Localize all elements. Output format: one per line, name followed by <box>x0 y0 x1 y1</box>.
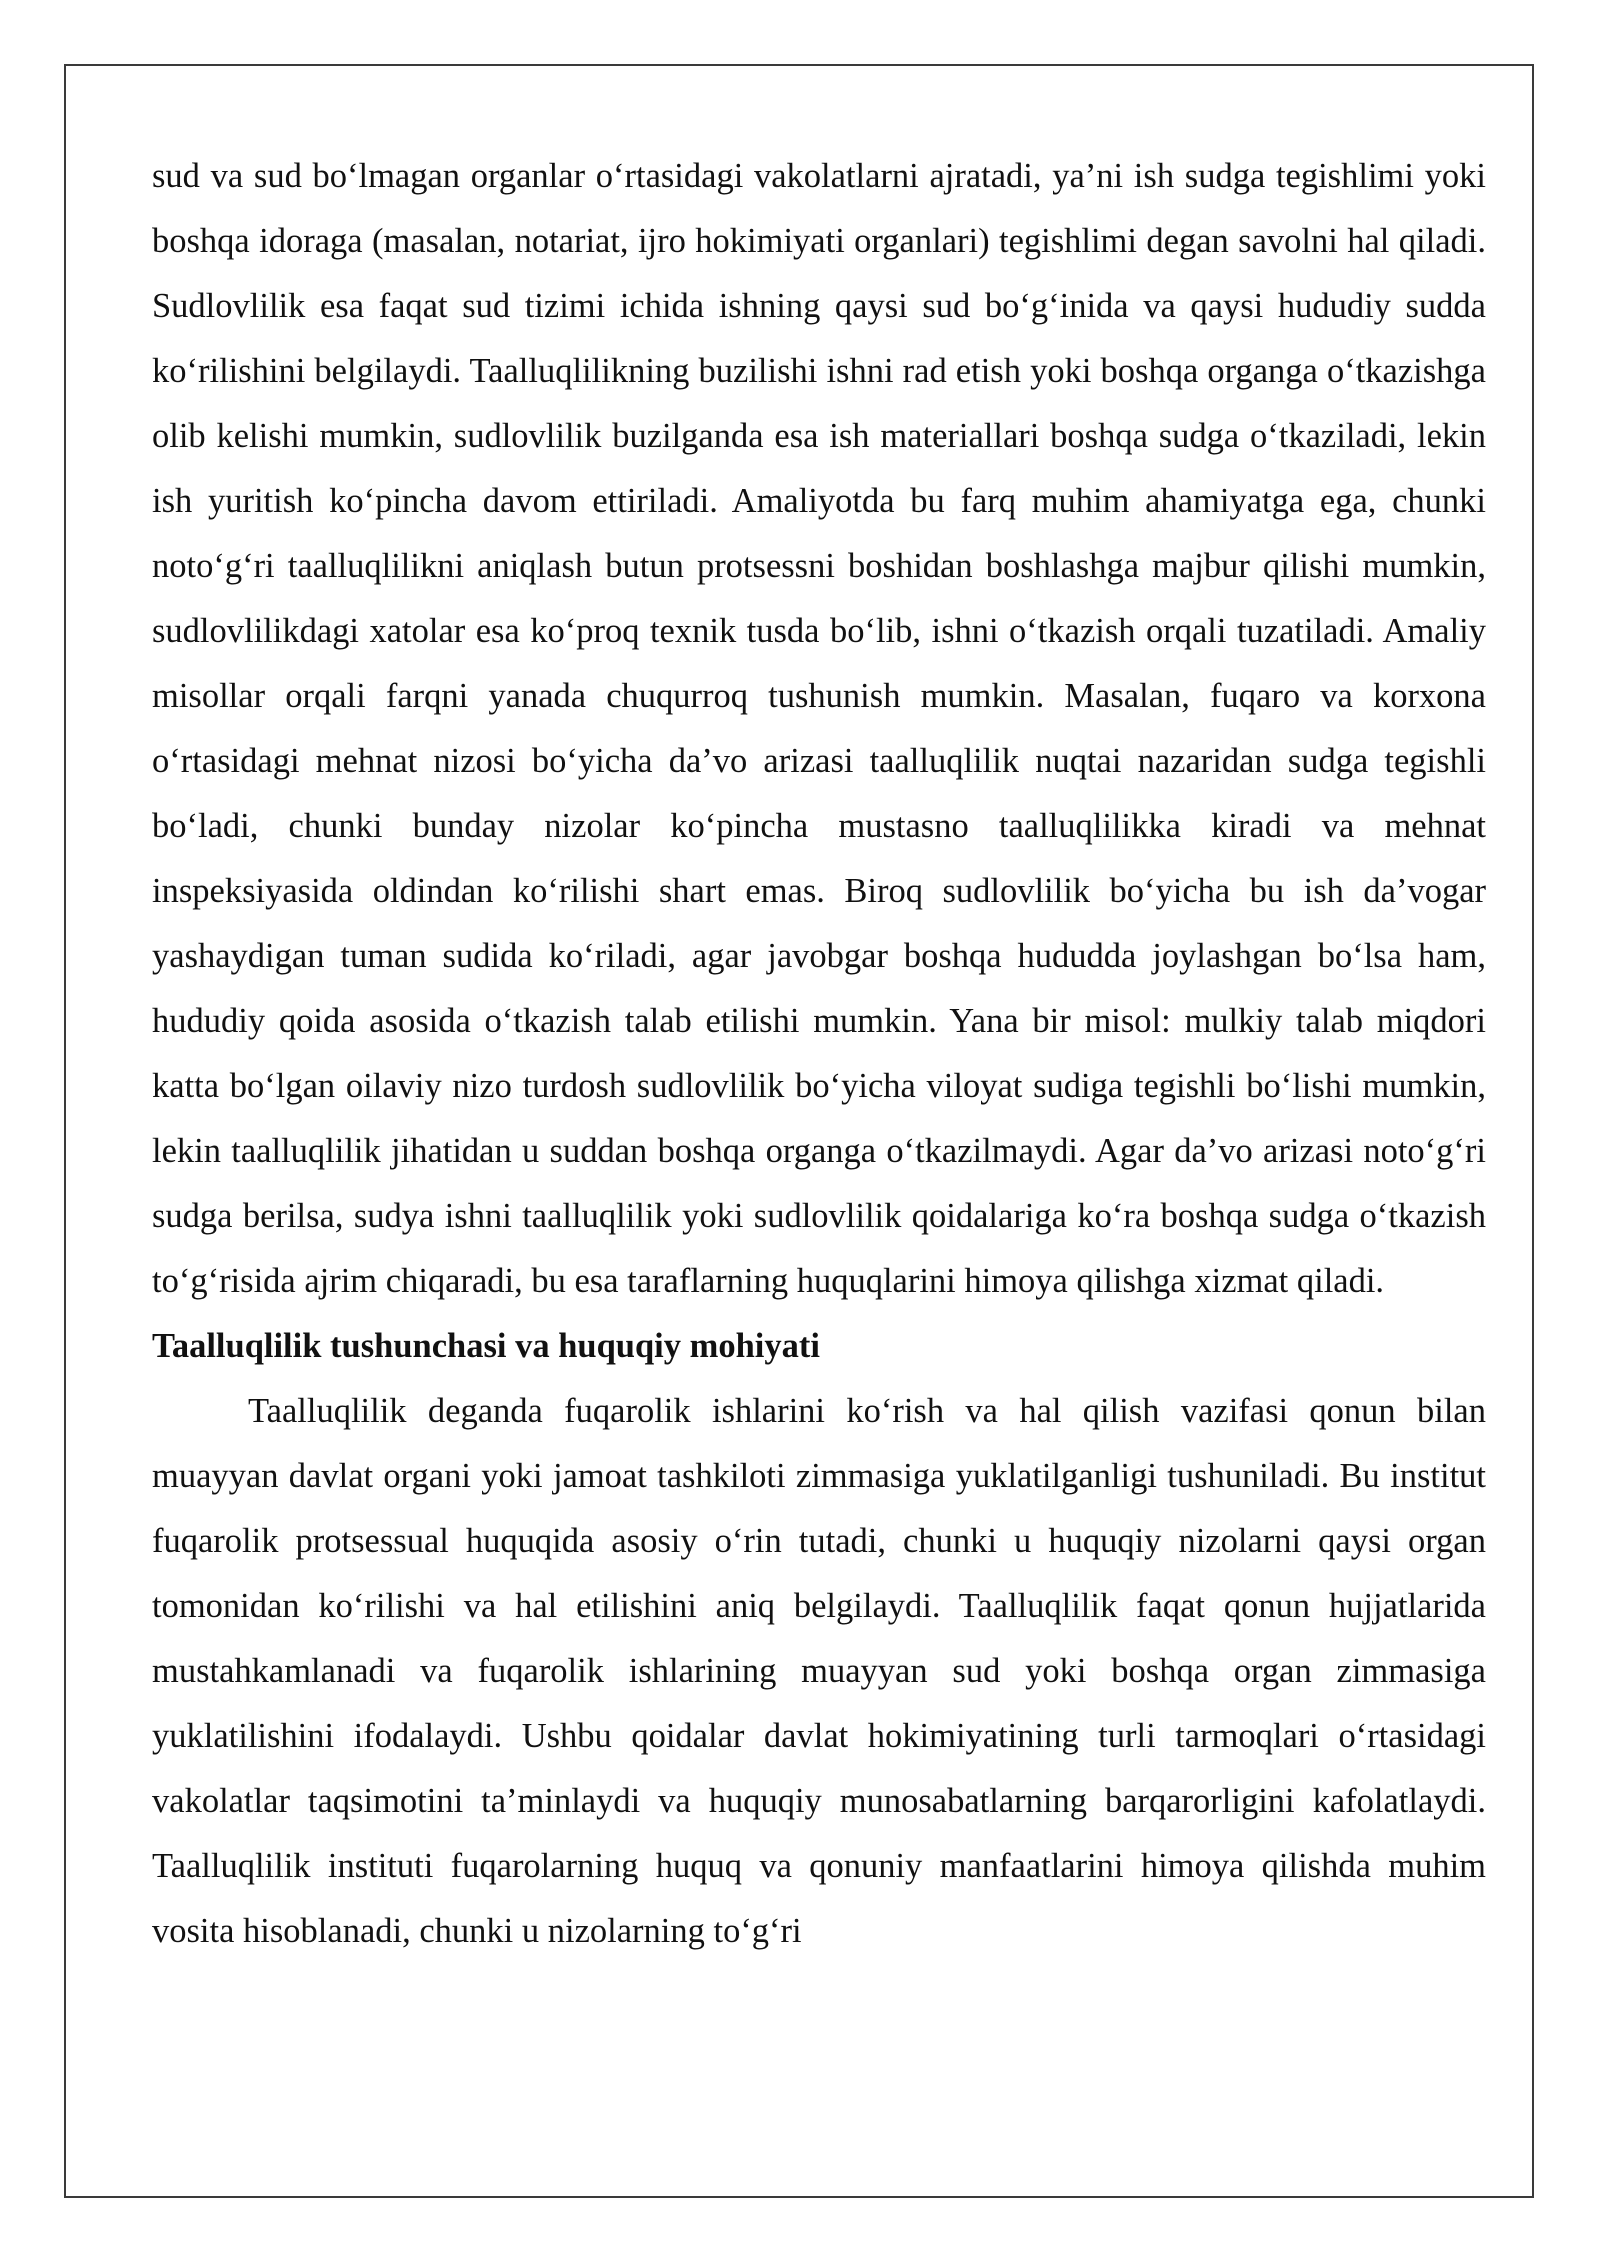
section-heading: Taalluqlilik tushunchasi va huquqiy mohiyati <box>152 1327 820 1365</box>
paragraph-definition: Taalluqlilik deganda fuqarolik ishlarini ko‘rish va hal qilish vazifasi qonun bilan muayyan davlat organi yoki jamoat tashkiloti zimmasiga yuklatilganligi tushuniladi. Bu institut fuqarolik protsessual huquqida asosiy o‘rin tutadi, chunki u huquqiy nizolarni qaysi organ tomonidan ko‘rilishi va hal etilishini aniq belgilaydi. Taalluqlilik faqat qonun hujjatlarida mustahkamlanadi va fuqarolik ishlarining muayyan sud yoki boshqa organ zimmasiga yuklatilishini ifodalaydi. Ushbu qoidalar davlat hokimiyatining turli tarmoqlari o‘rtasidagi vakolatlar taqsimotini ta’minlaydi va huquqiy munosabatlarning barqarorligini kafolatlaydi. Taalluqlilik instituti fuqarolarning huquq va qonuniy manfaatlarini himoya qilishda muhim vosita hisoblanadi, chunki u nizolarning to‘g‘ri <box>152 1392 1486 1950</box>
document-body <box>152 144 1486 1964</box>
paragraph-continued: sud va sud bo‘lmagan organlar o‘rtasidagi vakolatlarni ajratadi, ya’ni ish sudga tegishlimi yoki boshqa idoraga (masalan, notariat, ijro hokimiyati organlari) tegishlimi degan savolni hal qiladi. Sudlovlilik esa faqat sud tizimi ichida ishning qaysi sud bo‘g‘inida va qaysi hududiy sudda ko‘rilishini belgilaydi. Taalluqlilikning buzilishi ishni rad etish yoki boshqa organga o‘tkazishga olib kelishi mumkin, sudlovlilik buzilganda esa ish materiallari boshqa sudga o‘tkaziladi, lekin ish yuritish ko‘pincha davom ettiriladi. Amaliyotda bu farq muhim ahamiyatga ega, chunki noto‘g‘ri taalluqlilikni aniqlash butun protsessni boshidan boshlashga majbur qilishi mumkin, sudlovlilikdagi xatolar esa ko‘proq texnik tusda bo‘lib, ishni o‘tkazish orqali tuzatiladi. Amaliy misollar orqali farqni yanada chuqurroq tushunish mumkin. Masalan, fuqaro va korxona o‘rtasidagi mehnat nizosi bo‘yicha da’vo arizasi taalluqlilik nuqtai nazaridan sudga tegishli bo‘ladi, chunki bunday nizolar ko‘pincha mustasno taalluqlilikka kiradi va mehnat inspeksiyasida oldindan ko‘rilishi shart emas. Biroq sudlovlilik bo‘yicha bu ish da’vogar yashaydigan tuman sudida ko‘riladi, agar javobgar boshqa hududda joylashgan bo‘lsa ham, hududiy qoida asosida o‘tkazish talab etilishi mumkin. Yana bir misol: mulkiy talab miqdori katta bo‘lgan oilaviy nizo turdosh sudlovlilik bo‘yicha viloyat sudiga tegishli bo‘lishi mumkin, lekin taalluqlilik jihatidan u suddan boshqa organga o‘tkazilmaydi. Agar da’vo arizasi noto‘g‘ri sudga berilsa, sudya ishni taalluqlilik yoki sudlovlilik qoidalariga ko‘ra boshqa sudga o‘tkazish to‘g‘risida ajrim chiqaradi, bu esa taraflarning huquqlarini himoya qilishga xizmat qiladi. <box>152 157 1486 1300</box>
